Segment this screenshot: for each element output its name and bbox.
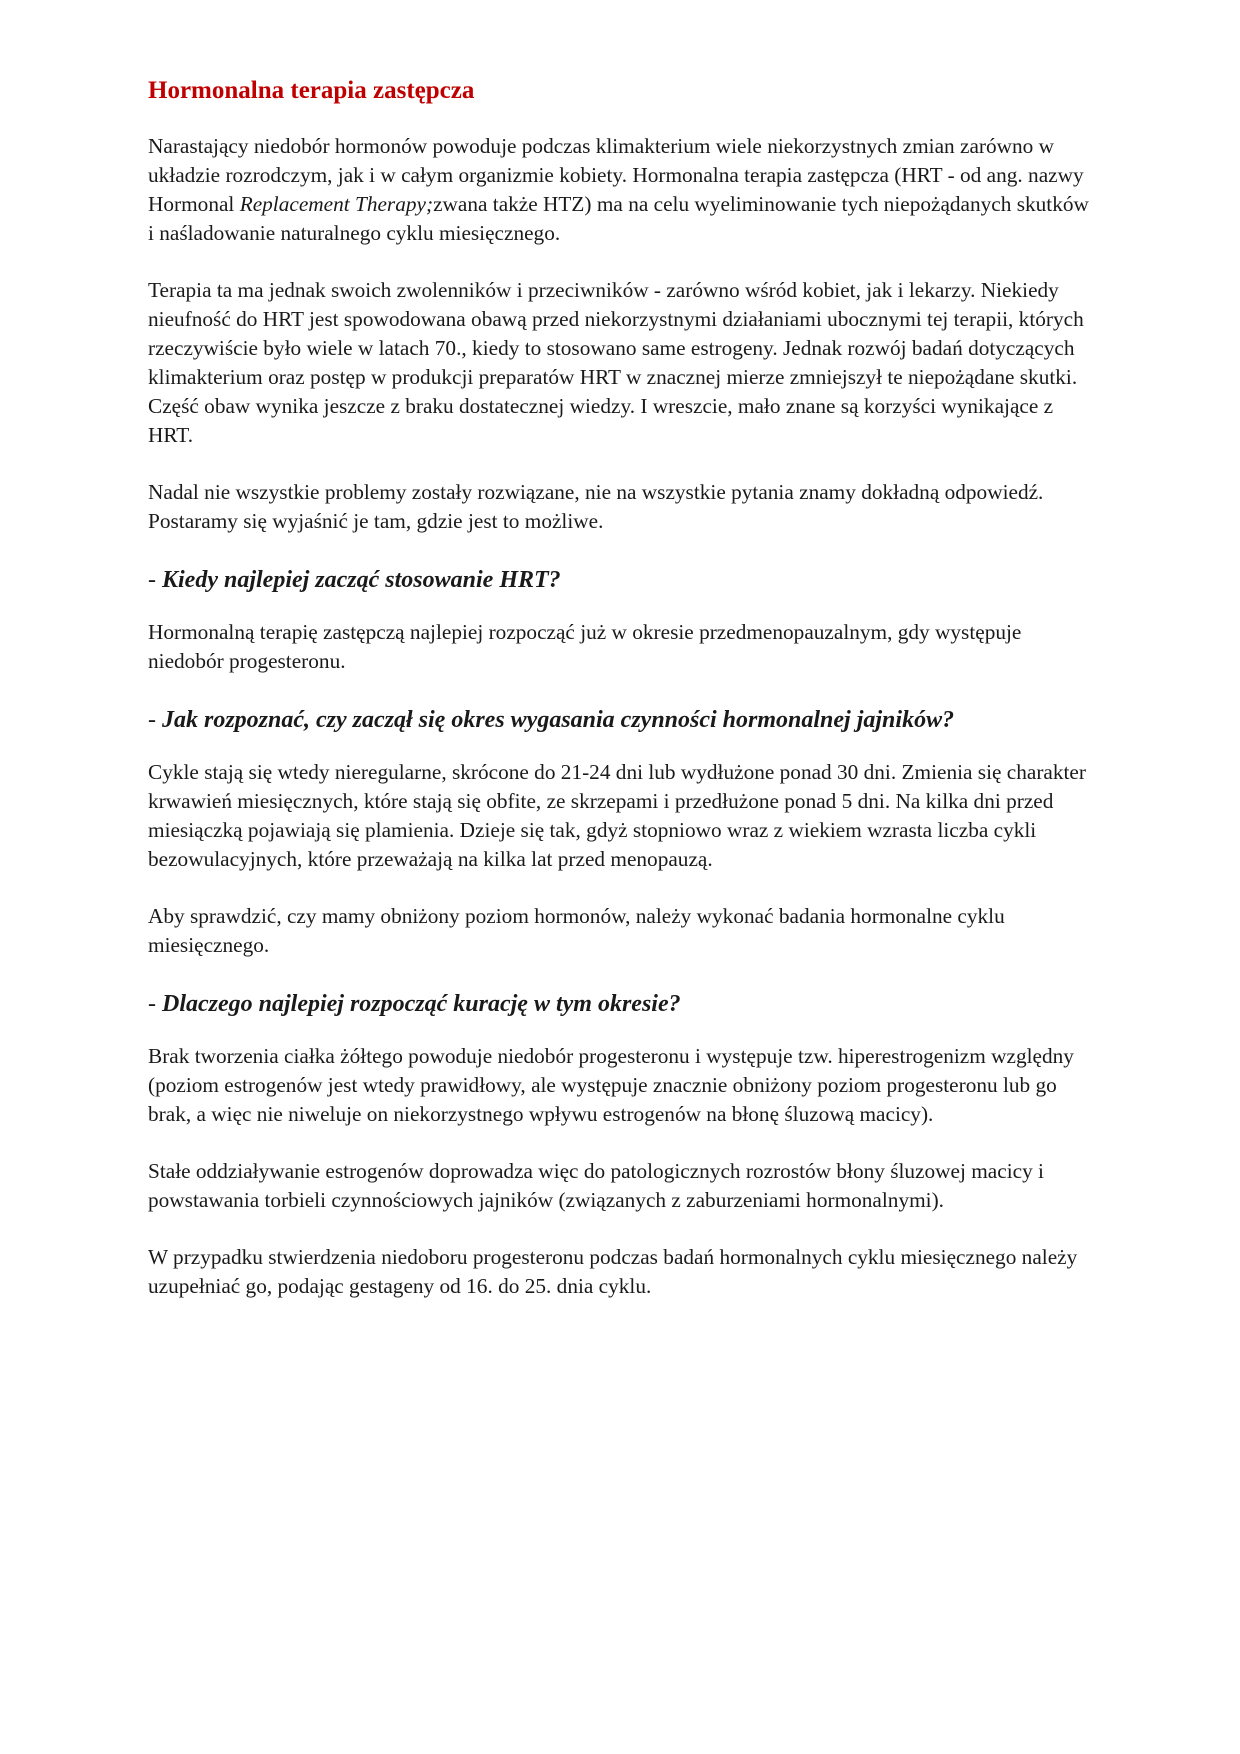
document-page <box>148 74 1098 1329</box>
intro-paragraph-1-text-b: zwana także HTZ) ma na celu wyeliminowanie tych niepożądanych skutków i naśladowanie naturalnego cyklu miesięcznego. <box>148 192 1089 245</box>
intro-paragraph-2: Terapia ta ma jednak swoich zwolenników i przeciwników - zarówno wśród kobiet, jak i lekarzy. Niekiedy nieufność do HRT jest spowodowana obawą przed niekorzystnymi działaniami ubocznymi tej terapii, których rzeczywiście było wiele w latach 70., kiedy to stosowano same estrogeny. Jednak rozwój badań dotyczących klimakterium oraz postęp w produkcji preparatów HRT w znacznej mierze zmniejszył te niepożądane skutki. Część obaw wynika jeszcze z braku dostatecznej wiedzy. I wreszcie, mało znane są korzyści wynikające z HRT. <box>148 278 1084 447</box>
intro-paragraph-1-text-a: Narastający niedobór hormonów powoduje podczas klimakterium wiele niekorzystnych zmian zarówno w układzie rozrodczym, jak i w całym organizmie kobiety. Hormonalna terapia zastępcza (HRT - od ang. nazwy Hormonal <box>148 134 1084 216</box>
question-text-3: Dlaczego najlepiej rozpocząć kurację w tym okresie? <box>162 991 681 1017</box>
question-dash: - <box>148 707 162 733</box>
intro-paragraph-1-italic: Replacement Therapy; <box>239 192 434 216</box>
answer-3-paragraph-3: W przypadku stwierdzenia niedoboru progesteronu podczas badań hormonalnych cyklu miesięcznego należy uzupełniać go, podając gestageny od 16. do 25. dnia cyklu. <box>148 1245 1078 1298</box>
intro-paragraph-1 <box>148 132 1098 248</box>
intro-paragraph-3: Nadal nie wszystkie problemy zostały rozwiązane, nie na wszystkie pytania znamy dokładną odpowiedź. Postaramy się wyjaśnić je tam, gdzie jest to możliwe. <box>148 480 1044 533</box>
question-heading-2 <box>148 704 1098 736</box>
question-heading-3 <box>148 988 1098 1020</box>
answer-2-paragraph-1: Cykle stają się wtedy nieregularne, skrócone do 21-24 dni lub wydłużone ponad 30 dni. Zmienia się charakter krwawień miesięcznych, które stają się obfite, ze skrzepami i przedłużone ponad 5 dni. Na kilka dni przed miesiączką pojawiają się plamienia. Dzieje się tak, gdyż stopniowo wraz z wiekiem wzrasta liczba cykli bezowulacyjnych, które przeważają na kilka lat przed menopauzą. <box>148 760 1086 871</box>
question-text-2: Jak rozpoznać, czy zaczął się okres wygasania czynności hormonalnej jajników? <box>162 707 955 733</box>
question-dash: - <box>148 567 162 593</box>
answer-2-paragraph-2: Aby sprawdzić, czy mamy obniżony poziom hormonów, należy wykonać badania hormonalne cyklu miesięcznego. <box>148 904 1005 957</box>
answer-3-paragraph-2: Stałe oddziaływanie estrogenów doprowadza więc do patologicznych rozrostów błony śluzowej macicy i powstawania torbieli czynnościowych jajników (związanych z zaburzeniami hormonalnymi). <box>148 1159 1044 1212</box>
page-title: Hormonalna terapia zastępcza <box>148 77 475 104</box>
question-text-1: Kiedy najlepiej zacząć stosowanie HRT? <box>162 567 561 593</box>
answer-1-paragraph: Hormonalną terapię zastępczą najlepiej rozpocząć już w okresie przedmenopauzalnym, gdy występuje niedobór progesteronu. <box>148 620 1022 673</box>
question-dash: - <box>148 991 162 1017</box>
question-heading-1 <box>148 564 1098 596</box>
answer-3-paragraph-1: Brak tworzenia ciałka żółtego powoduje niedobór progesteronu i występuje tzw. hiperestrogenizm względny (poziom estrogenów jest wtedy prawidłowy, ale występuje znacznie obniżony poziom progesteronu lub go brak, a więc nie niweluje on niekorzystnego wpływu estrogenów na błonę śluzową macicy). <box>148 1044 1074 1126</box>
